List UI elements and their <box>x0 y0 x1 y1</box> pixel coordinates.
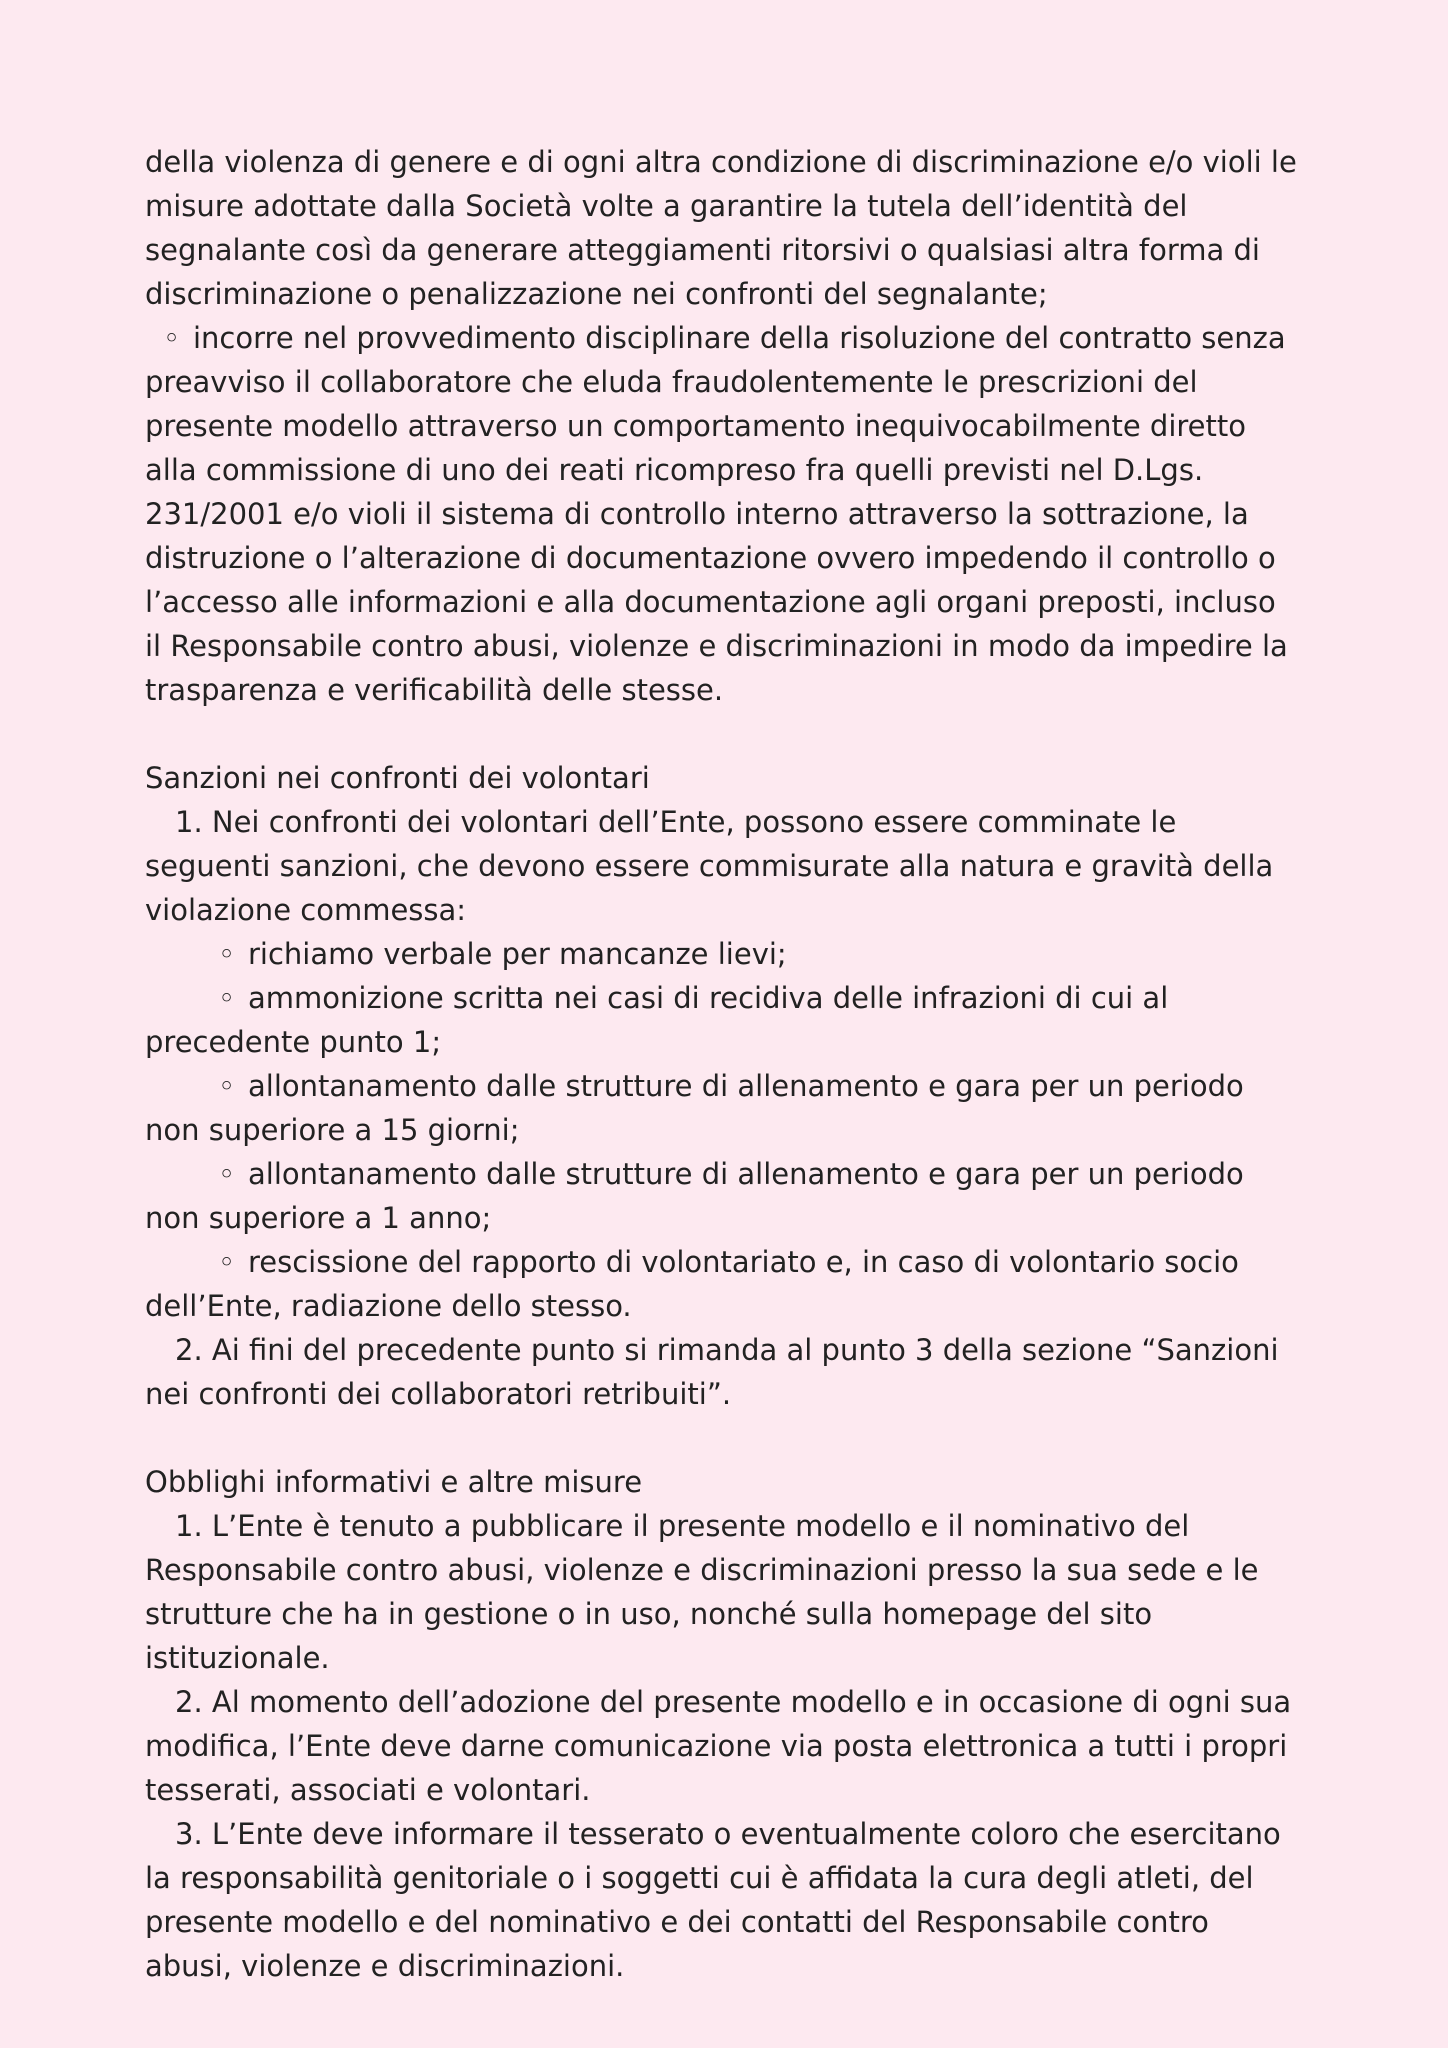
bullet-item <box>145 932 1325 976</box>
numbered-item: 1. Nei confronti dei volontari dell’Ente, possono essere comminate le <box>175 805 1177 839</box>
text-line: seguenti sanzioni, che devono essere commisurate alla natura e gravità della <box>145 849 1274 883</box>
text-line: non superiore a 15 giorni; <box>145 1113 520 1147</box>
bullet-item-text: rescissione del rapporto di volontariato e, in caso di volontario socio <box>248 1245 1239 1279</box>
text-line: precedente punto 1; <box>145 1025 442 1059</box>
text-line: nei confronti dei collaboratori retribuiti”. <box>145 1377 732 1411</box>
bullet-item-text: richiamo verbale per mancanze lievi; <box>248 937 787 971</box>
section-heading-volontari: Sanzioni nei confronti dei volontari <box>145 761 650 795</box>
bullet-item-text: incorre nel provvedimento disciplinare della risoluzione del contratto senza <box>193 321 1286 355</box>
text-line: strutture che ha in gestione o in uso, nonché sulla homepage del sito <box>145 1597 1153 1631</box>
text-line: Responsabile contro abusi, violenze e discriminazioni presso la sua sede e le <box>145 1553 1259 1587</box>
text-line: misure adottate dalla Società volte a garantire la tutela dell’identità del <box>145 189 1188 223</box>
text-line: modifica, l’Ente deve darne comunicazione via posta elettronica a tutti i propri <box>145 1729 1288 1763</box>
section-heading-obblighi: Obblighi informativi e altre misure <box>145 1465 643 1499</box>
document-page <box>145 140 1325 1988</box>
numbered-item: 2. Al momento dell’adozione del presente modello e in occasione di ogni sua <box>175 1685 1292 1719</box>
text-line: trasparenza e verificabilità delle stesse. <box>145 673 724 707</box>
numbered-item: 2. Ai fini del precedente punto si rimanda al punto 3 della sezione “Sanzioni <box>175 1333 1279 1367</box>
numbered-item: 1. L’Ente è tenuto a pubblicare il presente modello e il nominativo del <box>175 1509 1190 1543</box>
text-line: istituzionale. <box>145 1641 330 1675</box>
text-line: alla commissione di uno dei reati ricompreso fra quelli previsti nel D.Lgs. <box>145 453 1204 487</box>
bullet-item-text: ammonizione scritta nei casi di recidiva delle infrazioni di cui al <box>248 981 1169 1015</box>
bullet-icon: ◦ <box>218 981 236 1015</box>
text-line: distruzione o l’alterazione di documentazione ovvero impedendo il controllo o <box>145 541 1276 575</box>
text-line: tesserati, associati e volontari. <box>145 1773 591 1807</box>
bullet-icon: ◦ <box>163 321 181 355</box>
bullet-item <box>145 1152 1325 1196</box>
bullet-item <box>145 316 1325 360</box>
text-line: segnalante così da generare atteggiamenti ritorsivi o qualsiasi altra forma di <box>145 233 1260 267</box>
bullet-item-text: allontanamento dalle strutture di allenamento e gara per un periodo <box>248 1157 1244 1191</box>
text-line: la responsabilità genitoriale o i soggetti cui è affidata la cura degli atleti, del <box>145 1861 1254 1895</box>
text-line: della violenza di genere e di ogni altra condizione di discriminazione e/o violi le <box>145 145 1297 179</box>
bullet-icon: ◦ <box>218 1245 236 1279</box>
paragraph-spacer <box>145 1416 1325 1460</box>
bullet-icon: ◦ <box>218 1157 236 1191</box>
bullet-item <box>145 1240 1325 1284</box>
text-line: violazione commessa: <box>145 893 467 927</box>
numbered-item: 3. L’Ente deve informare il tesserato o eventualmente coloro che esercitano <box>175 1817 1281 1851</box>
bullet-icon: ◦ <box>218 937 236 971</box>
bullet-item <box>145 1064 1325 1108</box>
text-line: preavviso il collaboratore che eluda fraudolentemente le prescrizioni del <box>145 365 1198 399</box>
text-line: dell’Ente, radiazione dello stesso. <box>145 1289 632 1323</box>
text-line: il Responsabile contro abusi, violenze e discriminazioni in modo da impedire la <box>145 629 1288 663</box>
text-line: 231/2001 e/o violi il sistema di controllo interno attraverso la sottrazione, la <box>145 497 1249 531</box>
text-line: presente modello e del nominativo e dei contatti del Responsabile contro <box>145 1905 1209 1939</box>
bullet-item <box>145 976 1325 1020</box>
paragraph-spacer <box>145 712 1325 756</box>
text-line: l’accesso alle informazioni e alla documentazione agli organi preposti, incluso <box>145 585 1276 619</box>
bullet-item-text: allontanamento dalle strutture di allenamento e gara per un periodo <box>248 1069 1244 1103</box>
text-line: abusi, violenze e discriminazioni. <box>145 1949 625 1983</box>
text-line: presente modello attraverso un comportamento inequivocabilmente diretto <box>145 409 1246 443</box>
text-line: non superiore a 1 anno; <box>145 1201 492 1235</box>
text-line: discriminazione o penalizzazione nei confronti del segnalante; <box>145 277 1048 311</box>
bullet-icon: ◦ <box>218 1069 236 1103</box>
